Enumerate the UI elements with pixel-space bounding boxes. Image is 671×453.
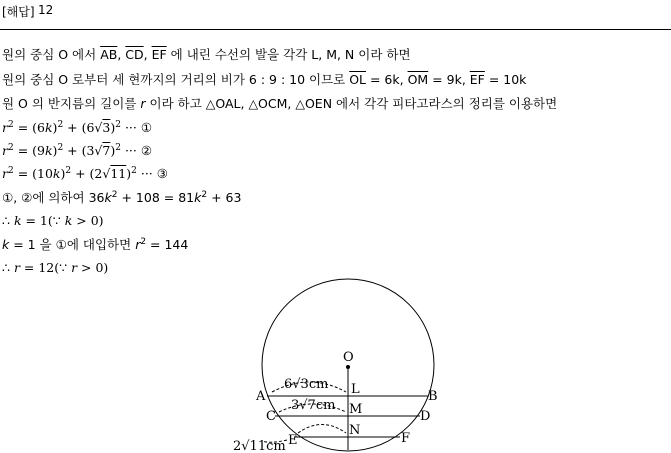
var-k: k [44, 120, 53, 135]
exponent: 2 [201, 190, 208, 200]
label-c: C [266, 409, 276, 424]
var-r: r [2, 143, 8, 158]
text-segment: 원의 중심 O 로부터 세 현까지의 거리의 비가 6 : 9 : 10 이므로 [2, 72, 350, 87]
text-segment: = 10k [484, 72, 527, 87]
text-segment: + (3√ [63, 143, 103, 158]
label-d: D [420, 409, 431, 424]
var-k: k [104, 190, 112, 205]
var-r: r [2, 120, 8, 135]
text-segment: ) [52, 120, 58, 135]
segment-cd: $\overline{CD}$ [125, 47, 144, 62]
length-arc-en [298, 425, 346, 434]
text-segment: = (6 [13, 120, 45, 135]
text-segment: = 1 을 ①에 대입하면 [9, 237, 136, 252]
label-m: M [349, 402, 363, 417]
var-k: k [44, 143, 53, 158]
text-segment: = 144 [146, 237, 189, 252]
equation-number: ··· ① [120, 120, 153, 135]
segment-om: $\overline{OM}$ [407, 72, 429, 87]
exponent: 2 [115, 120, 121, 130]
exponent: 2 [111, 190, 118, 200]
label-a: A [256, 389, 266, 404]
exponent: 2 [57, 120, 64, 130]
exponent: 2 [140, 237, 147, 247]
var-r: r [71, 260, 78, 275]
text-segment: ①, ②에 의하여 36 [2, 190, 105, 205]
var-k: k [52, 166, 61, 181]
exponent: 2 [115, 143, 121, 153]
problem-number: 12 [38, 3, 54, 17]
text-segment: ) [60, 166, 66, 181]
length-label-cm: 3√7cm [291, 398, 336, 413]
text-segment: = 6k, [366, 72, 408, 87]
radicand: 3 [102, 120, 111, 135]
text-segment: 원의 중심 O 에서 [2, 47, 101, 62]
text-segment: > 0) [77, 260, 109, 275]
text-segment: = 9k, [428, 72, 470, 87]
segment-ol: $\overline{OL}$ [349, 72, 367, 87]
text-segment: 원 O 의 반지름의 길이를 [2, 96, 141, 111]
text-segment: ) [110, 143, 116, 158]
text-segment: , [143, 47, 152, 62]
answer-label: [해답] [2, 5, 35, 19]
radicand: 11 [110, 166, 127, 181]
text-segment: ) [126, 166, 132, 181]
exponent: 2 [7, 120, 14, 130]
var-r: r [140, 96, 146, 111]
var-r: r [135, 237, 141, 252]
therefore-symbol: ∴ [2, 213, 14, 228]
length-label-al: 6√3cm [284, 377, 329, 392]
exponent: 2 [7, 143, 14, 153]
text-segment: ) [110, 120, 116, 135]
text-segment: + 63 [207, 190, 242, 205]
var-r: r [13, 260, 20, 275]
var-k: k [2, 237, 10, 252]
var-k: k [13, 213, 22, 228]
text-segment: + 108 = 81 [117, 190, 195, 205]
label-b: B [428, 389, 438, 404]
var-k: k [194, 190, 202, 205]
exponent: 2 [57, 143, 64, 153]
text-segment: ) [52, 143, 58, 158]
text-segment: = (10 [13, 166, 53, 181]
equation-number: ··· ② [120, 143, 153, 158]
equation-number: ··· ③ [136, 166, 168, 181]
var-k: k [64, 213, 73, 228]
segment-ef: $\overline{EF}$ [469, 72, 485, 87]
label-o: O [343, 350, 354, 365]
length-label-en: 2√11cm [233, 439, 286, 453]
label-e: E [288, 433, 298, 448]
segment-ab: $\overline{AB}$ [100, 47, 118, 62]
label-f: F [401, 431, 411, 446]
var-r: r [2, 166, 8, 181]
text-segment: + (6√ [63, 120, 103, 135]
text-segment: = 12(∵ [19, 260, 72, 275]
text-segment: , [117, 47, 126, 62]
text-segment: 에 내린 수선의 발을 각각 L, M, N 이라 하면 [166, 47, 411, 62]
exponent: 2 [131, 166, 137, 176]
label-l: L [351, 382, 360, 397]
text-segment: + (2√ [71, 166, 111, 181]
radicand: 7 [102, 143, 111, 158]
therefore-symbol: ∴ [2, 260, 14, 275]
exponent: 2 [65, 166, 72, 176]
exponent: 2 [7, 166, 14, 176]
text-segment: 이라 하고 △OAL, △OCM, △OEN 에서 각각 피타고라스의 정리를 이용하면 [145, 96, 558, 111]
label-n: N [349, 423, 361, 438]
text-segment: = (9 [13, 143, 45, 158]
text-segment: = 1(∵ [21, 213, 65, 228]
segment-ef: $\overline{EF}$ [151, 47, 167, 62]
text-segment: > 0) [72, 213, 104, 228]
